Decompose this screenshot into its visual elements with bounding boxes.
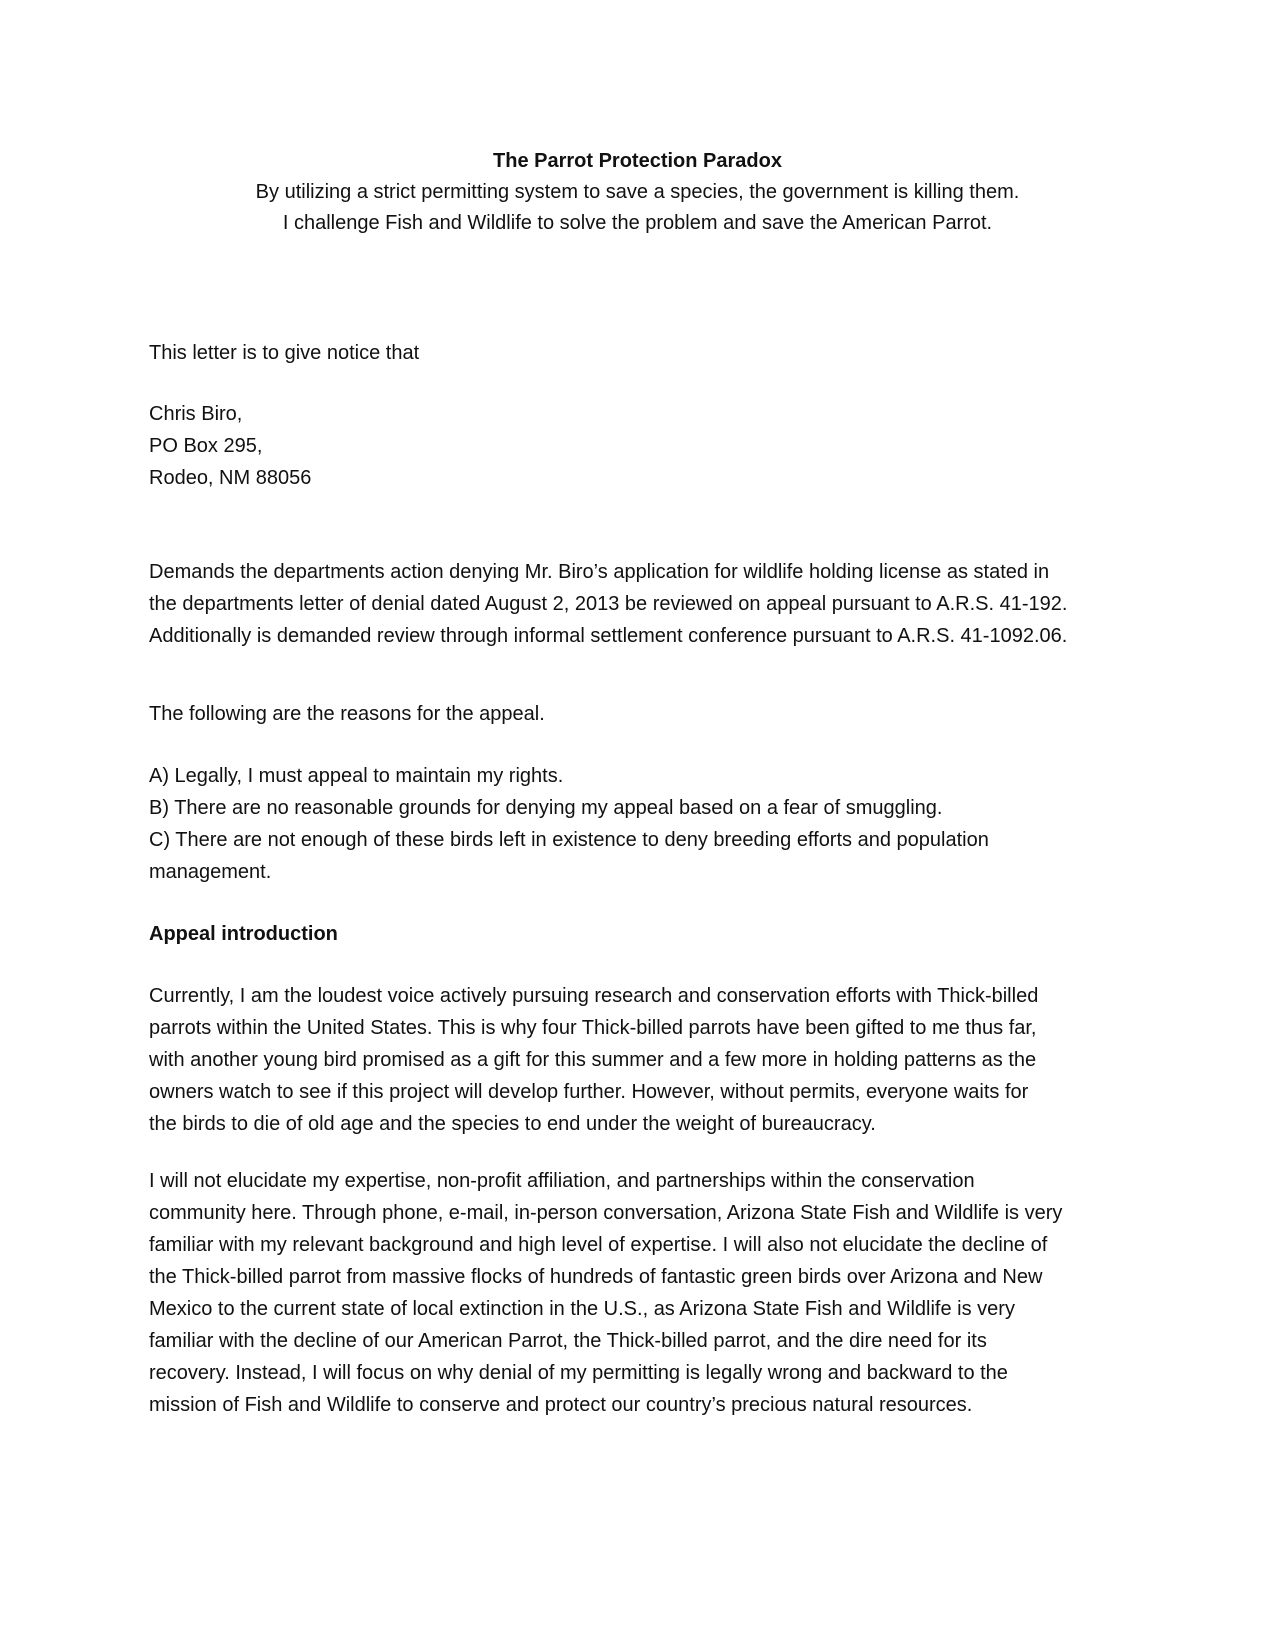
paragraph-line: owners watch to see if this project will develop further. However, without permits, everyone waits for [149, 1081, 1029, 1103]
appeal-intro-paragraph-2 [149, 1165, 1139, 1421]
demands-line: Additionally is demanded review through informal settlement conference pursuant to A.R.S. 41-1092.06. [149, 625, 1068, 647]
address-block [149, 398, 1139, 494]
demands-line: the departments letter of denial dated August 2, 2013 be reviewed on appeal pursuant to A.R.S. 41-192. [149, 593, 1068, 615]
paragraph-line: Currently, I am the loudest voice actively pursuing research and conservation efforts with Thick-billed [149, 985, 1039, 1007]
address-city: Rodeo, NM 88056 [149, 467, 312, 489]
paragraph-line: the birds to die of old age and the species to end under the weight of bureaucracy. [149, 1113, 876, 1135]
paragraph-line: recovery. Instead, I will focus on why denial of my permitting is legally wrong and backward to the [149, 1362, 1008, 1384]
appeal-intro-paragraph-1 [149, 980, 1139, 1140]
document-title: The Parrot Protection Paradox [493, 150, 782, 172]
appeal-intro-heading: Appeal introduction [149, 923, 338, 945]
demands-line: Demands the departments action denying Mr. Biro’s application for wildlife holding license as stated in [149, 561, 1050, 583]
reason-b: B) There are no reasonable grounds for denying my appeal based on a fear of smuggling. [149, 797, 943, 819]
paragraph-line: I will not elucidate my expertise, non-profit affiliation, and partnerships within the conservation [149, 1170, 975, 1192]
paragraph-line: the Thick-billed parrot from massive flocks of hundreds of fantastic green birds over Arizona and New [149, 1266, 1043, 1288]
notice-intro [149, 337, 1139, 369]
reasons-intro [149, 698, 1139, 730]
reason-c: C) There are not enough of these birds left in existence to deny breeding efforts and population [149, 829, 989, 851]
reason-c-continued: management. [149, 861, 272, 883]
document-subtitle-1: By utilizing a strict permitting system to save a species, the government is killing them. [255, 181, 1020, 203]
reasons-list [149, 760, 1139, 888]
paragraph-line: familiar with my relevant background and high level of expertise. I will also not elucidate the decline of [149, 1234, 1048, 1256]
paragraph-line: community here. Through phone, e-mail, in-person conversation, Arizona State Fish and Wildlife is very [149, 1202, 1063, 1224]
paragraph-line: mission of Fish and Wildlife to conserve and protect our country’s precious natural resources. [149, 1394, 973, 1416]
paragraph-line: parrots within the United States. This is why four Thick-billed parrots have been gifted to me thus far, [149, 1017, 1037, 1039]
demands-paragraph [149, 556, 1139, 652]
address-po-box: PO Box 295, [149, 435, 263, 457]
paragraph-line: Mexico to the current state of local extinction in the U.S., as Arizona State Fish and Wildlife is very [149, 1298, 1015, 1320]
document-header [0, 146, 1275, 239]
document-subtitle-2: I challenge Fish and Wildlife to solve the problem and save the American Parrot. [282, 212, 993, 234]
address-name: Chris Biro, [149, 403, 243, 425]
reasons-intro-text: The following are the reasons for the appeal. [149, 703, 545, 725]
notice-intro-text: This letter is to give notice that [149, 342, 420, 364]
paragraph-line: familiar with the decline of our American Parrot, the Thick-billed parrot, and the dire need for its [149, 1330, 987, 1352]
reason-a: A) Legally, I must appeal to maintain my rights. [149, 765, 564, 787]
appeal-intro-heading-block [149, 918, 1139, 950]
paragraph-line: with another young bird promised as a gift for this summer and a few more in holding patterns as the [149, 1049, 1037, 1071]
